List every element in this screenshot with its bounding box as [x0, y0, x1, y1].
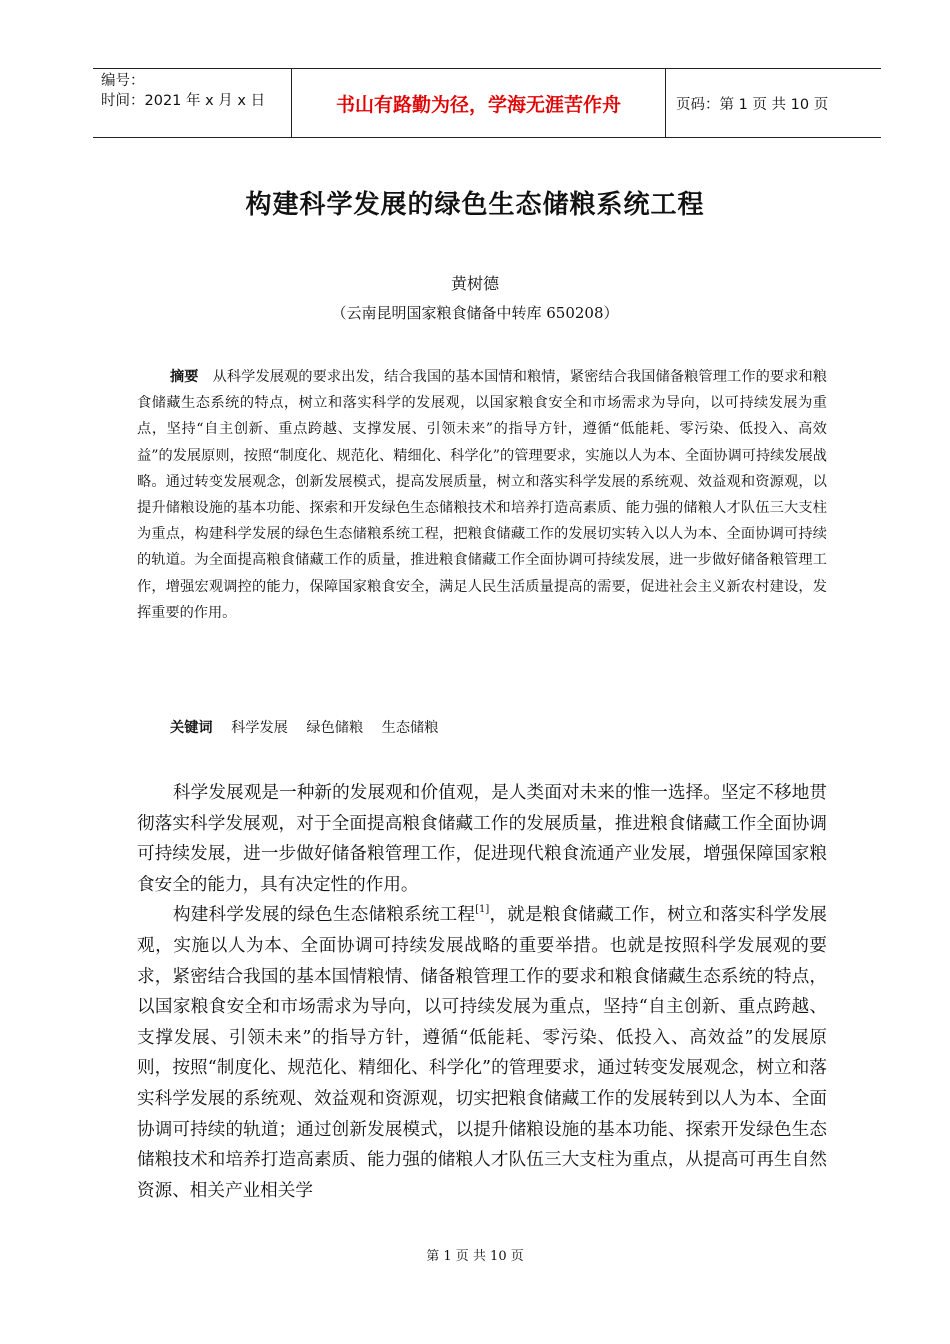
keyword-item: 生态储粮 — [381, 720, 439, 736]
abstract — [137, 364, 827, 626]
paragraph-2-rest: ，就是粮食储藏工作，树立和落实科学发展观，实施以人为本、全面协调可持续发展战略的重要举措。也就是按照科学发展观的要求，紧密结合我国的基本国情粮情、储备粮管理工作的要求和粮食储藏生态系统的特点，以国家粮食安全和市场需求为导向，以可持续发展为重点，坚持“自主创新、重点跨越、支撑发展、引领未来”的指导方针，遵循“低能耗、零污染、低投入、高效益”的发展原则，按照“制度化、规范化、精细化、科学化”的管理要求，通过转变发展观念，树立和落实科学发展的系统观、效益观和资源观，切实把粮食储藏工作的发展转到以人为本、全面协调可持续的轨道；通过创新发展模式，以提升储粮设施的基本功能、探索开发绿色生态储粮技术和培养打造高素质、能力强的储粮人才队伍三大支柱为重点，从提高可再生自然资源、相关产业相关学 — [137, 905, 827, 1201]
keyword-item: 科学发展 — [231, 720, 288, 736]
page-footer: 第 1 页 共 10 页 — [426, 1249, 524, 1264]
number-label: 编号： — [101, 73, 145, 89]
header-motto: 书山有路勤为径，学海无涯苦作舟 — [292, 69, 666, 137]
author-affiliation: （云南昆明国家粮食储备中转库 650208） — [331, 304, 619, 322]
author-name: 黄树德 — [450, 274, 499, 293]
abstract-label: 摘要 — [170, 369, 199, 385]
header-meta — [93, 69, 292, 137]
abstract-text: 从科学发展观的要求出发，结合我国的基本国情和粮情，紧密结合我国储备粮管理工作的要求和粮食储藏生态系统的特点，树立和落实科学的发展观，以国家粮食安全和市场需求为导向，以可持续发展为重点，坚持“自主创新、重点跨越、支撑发展、引领未来”的指导方针，遵循“低能耗、零污染、低投入、高效益”的发展原则，按照“制度化、规范化、精细化、科学化”的管理要求，实施以人为本、全面协调可持续发展战略。通过转变发展观念，创新发展模式，提高发展质量，树立和落实科学发展的系统观、效益观和资源观，以提升储粮设施的基本功能、探索和开发绿色生态储粮技术和培养打造高素质、能力强的储粮人才队伍三大支柱为重点，构建科学发展的绿色生态储粮系统工程，把粮食储藏工作的发展切实转入以人为本、全面协调可持续的轨道。为全面提高粮食储藏工作的质量，推进粮食储藏工作全面协调可持续发展，进一步做好储备粮管理工作，增强宏观调控的能力，保障国家粮食安全，满足人民生活质量提高的需要，促进社会主义新农村建设，发挥重要的作用。 — [137, 369, 827, 621]
time-label: 时间：2021 年 x 月 x 日 — [101, 93, 266, 109]
citation-ref[interactable]: [1] — [475, 904, 490, 916]
keywords-label: 关键词 — [170, 720, 213, 736]
document-title: 构建科学发展的绿色生态储粮系统工程 — [245, 190, 705, 220]
body-paragraph-1: 科学发展观是一种新的发展观和价值观，是人类面对未来的惟一选择。坚定不移地贯彻落实科学发展观，对于全面提高粮食储藏工作的发展质量，推进粮食储藏工作全面协调可持续发展，进一步做好储备粮管理工作，促进现代粮食流通产业发展，增强保障国家粮食安全的能力，具有决定性的作用。 — [137, 783, 827, 895]
keyword-item: 绿色储粮 — [306, 720, 364, 736]
keywords — [170, 717, 452, 737]
header-page-info: 页码：第 1 页 共 10 页 — [676, 96, 829, 113]
body-text — [137, 778, 827, 1206]
paragraph-2-start: 构建科学发展的绿色生态储粮系统工程 — [173, 905, 476, 926]
page-header — [93, 68, 881, 138]
body-paragraph-2 — [137, 900, 827, 1206]
